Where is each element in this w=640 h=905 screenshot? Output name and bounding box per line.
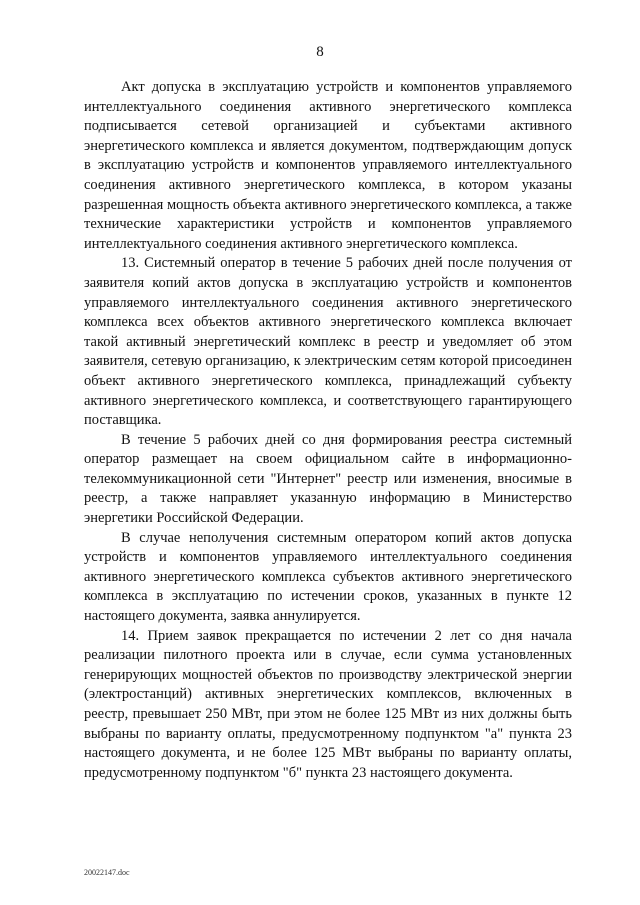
footer-filename: 20022147.doc [84, 868, 130, 877]
paragraph-item-13: 13. Системный оператор в течение 5 рабочих дней после получения от заявителя копий актов допуска в эксплуатацию устройств и компонентов управляемого интеллектуального соединения активного энергетического комплекса всех объектов активного энергетического комплекса включает такой активный энергетический комплекс в реестр и уведомляет об этом заявителя, сетевую организацию, к электрическим сетям которой присоединен объект активного энергетического комплекса, принадлежащий субъекту активного энергетического комплекса, и соответствующего гарантирующего поставщика. [84, 255, 572, 429]
paragraph-application-cancellation: В случае неполучения системным оператором копий актов допуска устройств и компонентов управляемого интеллектуального соединения активного энергетического комплекса субъектов активного энергетического комплекса в эксплуатацию по истечении сроков, указанных в пункте 12 настоящего документа, заявка аннулируется. [84, 529, 572, 625]
document-body [84, 78, 572, 783]
paragraph-act-of-admission: Акт допуска в эксплуатацию устройств и компонентов управляемого интеллектуального соединения активного энергетического комплекса подписывается сетевой организацией и субъектами активного энергетического комплекса и является документом, подтверждающим допуск в эксплуатацию устройств и компонентов управляемого интеллектуального соединения активного энергетического комплекса, в котором указаны разрешенная мощность объекта активного энергетического комплекса, а также технические характеристики устройств и компонентов управляемого интеллектуального соединения активного энергетического комплекса. [84, 79, 572, 252]
page-number: 8 [316, 44, 324, 60]
paragraph-registry-publication: В течение 5 рабочих дней со дня формирования реестра системный оператор размещает на своем официальном сайте в информационно-телекоммуникационной сети "Интернет" реестр или изменения, вносимые в реестр, а также направляет указанную информацию в Министерство энергетики Российской Федерации. [84, 431, 572, 527]
paragraph-item-14: 14. Прием заявок прекращается по истечении 2 лет со дня начала реализации пилотного проекта или в случае, если сумма установленных генерирующих мощностей объектов по производству электрической энергии (электростанций) активных энергетических комплексов, включенных в реестр, превышает 250 МВт, при этом не более 125 МВт из них должны быть выбраны по варианту оплаты, предусмотренному подпунктом "а" пункта 23 настоящего документа, и не более 125 МВт выбраны по варианту оплаты, предусмотренному подпунктом "б" пункта 23 настоящего документа. [84, 627, 572, 781]
